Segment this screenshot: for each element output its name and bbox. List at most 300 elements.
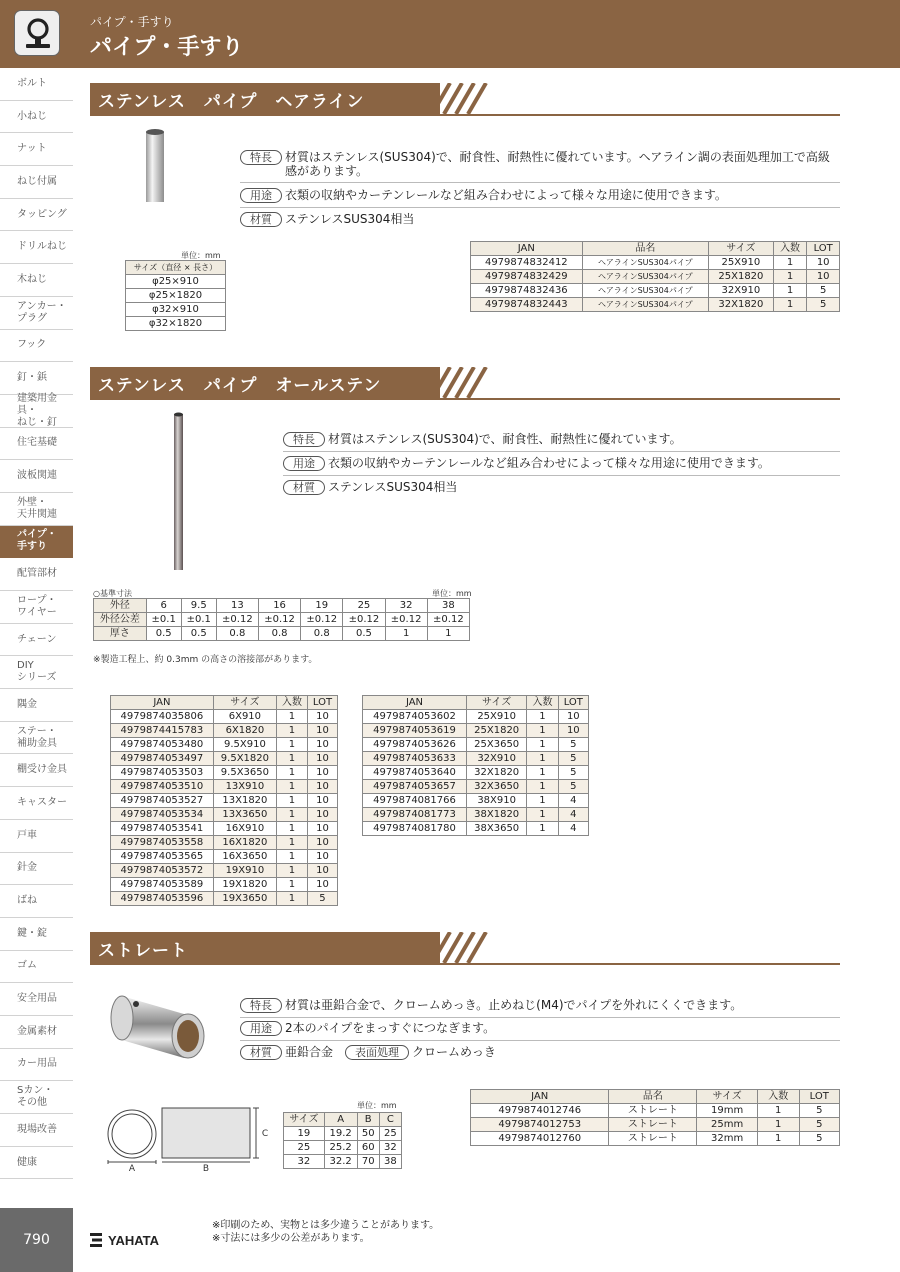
table-cell: 5: [799, 1132, 839, 1146]
table-cell: 70: [357, 1155, 379, 1169]
feature-text: 材質は亜鉛合金で、クロームめっき。止めねじ(M4)でパイプを外れにくくできます。: [285, 998, 743, 1012]
table-cell: 4979874012746: [471, 1104, 609, 1118]
sidebar-item-label: ナット: [17, 143, 47, 155]
table-cell: 外径公差: [94, 613, 147, 627]
sidebar-item-label: 安全用品: [17, 993, 57, 1005]
sidebar-item-label: Sカン・ その他: [17, 1085, 54, 1109]
sidebar-item-label: ゴム: [17, 960, 37, 972]
sidebar-item-label: 針金: [17, 862, 37, 874]
table-row: [471, 284, 840, 298]
table-cell: 4979874053589: [111, 878, 214, 892]
table-row: [363, 724, 589, 738]
table-cell: 32X1820: [709, 298, 774, 312]
material-row: [240, 212, 840, 231]
sidebar-item[interactable]: [0, 983, 73, 1016]
column-header: 品名: [582, 242, 708, 256]
sidebar-item[interactable]: [0, 133, 73, 166]
table-cell: 4979874053527: [111, 794, 214, 808]
table-cell: 10: [307, 752, 337, 766]
footer-note: ※寸法には多少の公差があります。: [212, 1233, 370, 1244]
material-text: ステンレスSUS304相当: [328, 480, 458, 494]
unit-label: 単位：mm: [432, 589, 472, 598]
sidebar-item-label: 鍵・錠: [17, 927, 47, 939]
table-cell: 1: [527, 710, 558, 724]
table-cell: 1: [277, 850, 308, 864]
table-cell: 1: [527, 752, 558, 766]
table-cell: 10: [307, 766, 337, 780]
table-cell: 4979874832443: [471, 298, 583, 312]
column-header: LOT: [799, 1090, 839, 1104]
section-banner-hairline: [90, 83, 840, 116]
straight-joint-image: [104, 984, 216, 1064]
diagram-label-a: A: [128, 1164, 136, 1174]
sidebar-item-label: 配管部材: [17, 568, 57, 580]
column-header: JAN: [363, 696, 467, 710]
table-cell: 4979874053510: [111, 780, 214, 794]
sidebar-item[interactable]: [0, 820, 73, 853]
table-cell: 16X1820: [213, 836, 276, 850]
use-tag: 用途: [240, 1021, 282, 1036]
sidebar-item-label: 棚受け金具: [17, 764, 67, 776]
sidebar-item-label: ドリルねじ: [17, 241, 67, 253]
table-row: [111, 724, 338, 738]
column-header: 品名: [609, 1090, 697, 1104]
table-cell: 38X1820: [467, 808, 527, 822]
table-cell: 32.2: [324, 1155, 357, 1169]
table-cell: 13X910: [213, 780, 276, 794]
table-cell: 1: [527, 738, 558, 752]
sidebar-item-label: カー用品: [17, 1058, 57, 1070]
sidebar-item[interactable]: [0, 754, 73, 787]
table-cell: 1: [527, 822, 558, 836]
sidebar-item[interactable]: [0, 101, 73, 134]
sidebar-item[interactable]: [0, 656, 73, 689]
table-cell: ±0.12: [301, 613, 343, 627]
table-cell: 16X910: [213, 822, 276, 836]
sidebar-item-label: パイプ・ 手すり: [17, 529, 57, 553]
table-row: [284, 1127, 402, 1141]
material-row: [240, 1045, 840, 1064]
table-cell: φ25×910: [126, 275, 226, 289]
table-cell: 1: [385, 627, 427, 641]
table-cell: 5: [558, 752, 588, 766]
yahata-mark-icon: [90, 1232, 104, 1248]
sidebar-item-label: 釘・鋲: [17, 372, 47, 384]
table-cell: 5: [558, 738, 588, 752]
feature-tag: 特長: [283, 432, 325, 447]
table-cell: 10: [307, 808, 337, 822]
sidebar-item[interactable]: [0, 853, 73, 886]
table-row: [363, 752, 589, 766]
sidebar-item-label: ばね: [17, 895, 37, 907]
table-row: [126, 303, 226, 317]
feature-row: [240, 998, 840, 1018]
table-cell: 4979874012760: [471, 1132, 609, 1146]
column-header: JAN: [471, 1090, 609, 1104]
table-cell: 25: [343, 599, 385, 613]
table-cell: 1: [757, 1118, 799, 1132]
sidebar-item[interactable]: [0, 722, 73, 755]
table-cell: 1: [427, 627, 469, 641]
table-row: [363, 822, 589, 836]
table-cell: 4979874053534: [111, 808, 214, 822]
table-row: [111, 850, 338, 864]
table-cell: 10: [307, 780, 337, 794]
header-subtitle: パイプ・手すり: [90, 15, 174, 29]
sidebar-item-label: 外壁・ 天井関連: [17, 496, 57, 520]
sidebar-item-label: 健康: [17, 1156, 37, 1168]
table-cell: 4979874832412: [471, 256, 583, 270]
table-row: [363, 738, 589, 752]
table-row: [94, 613, 470, 627]
table-cell: ±0.12: [343, 613, 385, 627]
table-cell: 38X3650: [467, 822, 527, 836]
table-cell: 4979874053541: [111, 822, 214, 836]
table-cell: 4979874081773: [363, 808, 467, 822]
use-tag: 用途: [283, 456, 325, 471]
table-cell: 50: [357, 1127, 379, 1141]
table-cell: 10: [807, 270, 840, 284]
table-row: [363, 710, 589, 724]
sidebar-item[interactable]: [0, 689, 73, 722]
table-cell: 16: [258, 599, 300, 613]
category-logo-icon: [14, 10, 60, 56]
table-cell: ±0.1: [146, 613, 181, 627]
column-header: 入数: [757, 1090, 799, 1104]
table-cell: 1: [773, 270, 807, 284]
table-cell: 19X1820: [213, 878, 276, 892]
sidebar-item-label: 木ねじ: [17, 273, 47, 285]
table-cell: 9.5: [181, 599, 216, 613]
diagram-label-b: B: [202, 1164, 210, 1174]
column-header: サイズ: [284, 1113, 325, 1127]
table-row: [471, 1104, 840, 1118]
column-header: JAN: [111, 696, 214, 710]
material-text: 亜鉛合金: [285, 1045, 334, 1059]
column-header: JAN: [471, 242, 583, 256]
table-cell: 25: [379, 1127, 401, 1141]
table-cell: 32: [385, 599, 427, 613]
sidebar-item[interactable]: [0, 362, 73, 395]
table-row: [284, 1155, 402, 1169]
table-cell: 4979874053572: [111, 864, 214, 878]
table-cell: 10: [807, 256, 840, 270]
use-row: [240, 1021, 840, 1041]
page-title: パイプ・手すり: [90, 35, 244, 60]
table-cell: ±0.12: [216, 613, 258, 627]
table-cell: 32X1820: [467, 766, 527, 780]
column-header: LOT: [558, 696, 588, 710]
table-cell: 4979874832429: [471, 270, 583, 284]
table-cell: ±0.12: [258, 613, 300, 627]
sidebar-item[interactable]: [0, 624, 73, 657]
table-cell: 4979874415783: [111, 724, 214, 738]
table-row: [111, 836, 338, 850]
feature-tag: 特長: [240, 998, 282, 1013]
table-cell: 6X1820: [213, 724, 276, 738]
table-row: [111, 794, 338, 808]
table-cell: 32X3650: [467, 780, 527, 794]
table-row: [111, 822, 338, 836]
unit-label: 単位：mm: [357, 1101, 397, 1110]
table-row: [363, 808, 589, 822]
table-cell: 5: [558, 780, 588, 794]
table-cell: 0.5: [343, 627, 385, 641]
sidebar-item-label: 建築用金具・ ねじ・釘: [17, 392, 57, 428]
sidebar-item-label: ステー・ 補助金具: [17, 725, 57, 749]
column-header: LOT: [307, 696, 337, 710]
sidebar-item[interactable]: [0, 428, 73, 461]
table-cell: ヘアラインSUS304パイプ: [582, 256, 708, 270]
table-cell: 1: [277, 808, 308, 822]
table-cell: 1: [277, 780, 308, 794]
sidebar-item[interactable]: [0, 918, 73, 951]
feature-tag: 特長: [240, 150, 282, 165]
table-cell: 25X1820: [709, 270, 774, 284]
table-cell: 4979874053497: [111, 752, 214, 766]
table-cell: 13X3650: [213, 808, 276, 822]
sidebar-item-label: 隅金: [17, 698, 37, 710]
table-cell: 4: [558, 822, 588, 836]
sidebar-item[interactable]: [0, 1147, 73, 1180]
use-tag: 用途: [240, 188, 282, 203]
allstainless-table-left: [110, 695, 338, 906]
dimension-diagram: [100, 1100, 275, 1175]
table-cell: 10: [307, 822, 337, 836]
material-text: ステンレスSUS304相当: [285, 212, 415, 226]
section-banner-straight: [90, 932, 840, 965]
column-header: LOT: [807, 242, 840, 256]
footer-notes: [212, 1219, 439, 1245]
table-row: [111, 738, 338, 752]
table-cell: 4979874053633: [363, 752, 467, 766]
sidebar-item[interactable]: [0, 787, 73, 820]
table-row: [111, 780, 338, 794]
table-row: [111, 892, 338, 906]
sidebar-item[interactable]: [0, 885, 73, 918]
table-cell: 38X910: [467, 794, 527, 808]
table-row: [126, 317, 226, 331]
table-cell: 4979874081766: [363, 794, 467, 808]
table-row: [284, 1141, 402, 1155]
table-cell: 10: [307, 850, 337, 864]
use-text: 2本のパイプをまっすぐにつなぎます。: [285, 1021, 496, 1035]
table-row: [111, 766, 338, 780]
table-cell: ヘアラインSUS304パイプ: [582, 298, 708, 312]
sidebar-item-label: 波板関連: [17, 470, 57, 482]
sidebar-item[interactable]: [0, 392, 73, 428]
table-cell: 38: [379, 1155, 401, 1169]
column-header: C: [379, 1113, 401, 1127]
sidebar-item[interactable]: [0, 558, 73, 591]
table-cell: 1: [277, 864, 308, 878]
table-cell: 1: [773, 298, 807, 312]
diagram-label-c: C: [261, 1129, 269, 1139]
table-cell: 4979874012753: [471, 1118, 609, 1132]
sidebar-item-label: ボルト: [17, 77, 47, 89]
table-cell: ストレート: [609, 1118, 697, 1132]
sidebar-item[interactable]: [0, 493, 73, 526]
table-row: [111, 878, 338, 892]
table-cell: 9.5X1820: [213, 752, 276, 766]
table-cell: 1: [773, 284, 807, 298]
table-cell: 5: [799, 1104, 839, 1118]
sidebar-item[interactable]: [0, 231, 73, 264]
feature-row: [283, 432, 840, 452]
column-header: B: [357, 1113, 379, 1127]
table-cell: 19X3650: [213, 892, 276, 906]
table-cell: 10: [307, 738, 337, 752]
table-cell: 4979874081780: [363, 822, 467, 836]
use-text: 衣類の収納やカーテンレールなど組み合わせによって様々な用途に使用できます。: [285, 188, 727, 202]
table-row: [471, 1132, 840, 1146]
table-cell: 5: [307, 892, 337, 906]
table-cell: 25: [284, 1141, 325, 1155]
table-cell: 5: [807, 284, 840, 298]
table-cell: 9.5X3650: [213, 766, 276, 780]
sidebar-item[interactable]: [0, 526, 73, 559]
table-cell: 1: [527, 794, 558, 808]
table-cell: 1: [757, 1104, 799, 1118]
table-cell: 0.8: [301, 627, 343, 641]
sidebar-item-label: DIY シリーズ: [17, 660, 57, 684]
sidebar-item[interactable]: [0, 1016, 73, 1049]
table-cell: 10: [307, 794, 337, 808]
table-cell: 1: [773, 256, 807, 270]
feature-text: 材質はステンレス(SUS304)で、耐食性、耐熱性に優れています。ヘアライン調の表面処理加工で高級感があります。: [285, 150, 830, 178]
table-cell: 1: [527, 780, 558, 794]
table-cell: 9.5X910: [213, 738, 276, 752]
table-row: [111, 808, 338, 822]
table-cell: 5: [807, 298, 840, 312]
sidebar-item[interactable]: [0, 460, 73, 493]
table-cell: 4: [558, 794, 588, 808]
table-row: [126, 275, 226, 289]
sidebar-item[interactable]: [0, 330, 73, 363]
section-title: ストレート: [98, 941, 188, 961]
brand-logo: [90, 1228, 200, 1252]
table-cell: 25X1820: [467, 724, 527, 738]
sidebar-item[interactable]: [0, 166, 73, 199]
table-row: [363, 794, 589, 808]
table-row: [471, 270, 840, 284]
table-cell: 19.2: [324, 1127, 357, 1141]
table-row: [471, 256, 840, 270]
table-cell: φ32×1820: [126, 317, 226, 331]
table-cell: 1: [527, 724, 558, 738]
table-cell: 60: [357, 1141, 379, 1155]
column-header: 入数: [773, 242, 807, 256]
section-banner-allstainless: [90, 367, 840, 400]
sidebar-item-label: ロープ・ ワイヤー: [17, 594, 57, 618]
footer-note: ※印刷のため、実物とは多少違うことがあります。: [212, 1220, 440, 1231]
sidebar-item[interactable]: [0, 297, 73, 330]
sidebar-item-label: 金属素材: [17, 1025, 57, 1037]
dim-caption: ○基準寸法: [93, 589, 132, 598]
table-cell: 4: [558, 808, 588, 822]
table-cell: ストレート: [609, 1104, 697, 1118]
sidebar-item-label: フック: [17, 339, 47, 351]
sidebar-item-label: アンカー・ プラグ: [17, 300, 67, 324]
sidebar-item[interactable]: [0, 951, 73, 984]
material-tag: 材質: [283, 480, 325, 495]
table-cell: 1: [277, 836, 308, 850]
table-cell: 10: [307, 724, 337, 738]
material-tag: 材質: [240, 212, 282, 227]
finish-text: クロームめっき: [412, 1045, 496, 1059]
straight-product-table: [470, 1089, 840, 1146]
table-cell: 10: [307, 878, 337, 892]
table-cell: 0.8: [216, 627, 258, 641]
table-row: [363, 766, 589, 780]
table-cell: 4979874053558: [111, 836, 214, 850]
table-row: [94, 599, 470, 613]
table-cell: 25.2: [324, 1141, 357, 1155]
hairline-product-table: [470, 241, 840, 312]
unit-label: 単位：mm: [181, 251, 221, 260]
sidebar-item[interactable]: [0, 1114, 73, 1147]
table-cell: 10: [307, 710, 337, 724]
table-cell: 5: [799, 1118, 839, 1132]
table-cell: ヘアラインSUS304パイプ: [582, 270, 708, 284]
standard-dimension-table: [93, 598, 470, 641]
sidebar-item[interactable]: [0, 199, 73, 232]
table-cell: 4979874035806: [111, 710, 214, 724]
sidebar-item[interactable]: [0, 264, 73, 297]
brand-name: YAHATA: [108, 1232, 160, 1248]
table-cell: 4979874053640: [363, 766, 467, 780]
sidebar-item-label: 住宅基礎: [17, 437, 57, 449]
table-cell: 4979874053657: [363, 780, 467, 794]
table-cell: 25X3650: [467, 738, 527, 752]
table-cell: 1: [277, 794, 308, 808]
table-cell: 1: [277, 738, 308, 752]
allstainless-pipe-image: [170, 412, 186, 570]
sidebar-item-label: 現場改善: [17, 1123, 57, 1135]
table-cell: 外径: [94, 599, 147, 613]
column-header: サイズ: [709, 242, 774, 256]
table-cell: 32X910: [709, 284, 774, 298]
sidebar-item[interactable]: [0, 591, 73, 624]
table-cell: 13X1820: [213, 794, 276, 808]
table-cell: 32mm: [697, 1132, 758, 1146]
column-header: サイズ: [467, 696, 527, 710]
table-cell: 1: [277, 878, 308, 892]
dim-note: ※製造工程上、約 0.3mm の高さの溶接部があります。: [93, 655, 318, 665]
sidebar-item[interactable]: [0, 68, 73, 101]
table-cell: ±0.12: [385, 613, 427, 627]
column-header: A: [324, 1113, 357, 1127]
sidebar-item-label: 小ねじ: [17, 110, 47, 122]
section-title: ステンレス パイプ オールステン: [98, 376, 382, 396]
sidebar-item[interactable]: [0, 1081, 73, 1114]
table-cell: 38: [427, 599, 469, 613]
table-row: [111, 864, 338, 878]
table-row: [363, 780, 589, 794]
finish-tag: 表面処理: [345, 1045, 409, 1060]
joint-dimension-table: [283, 1112, 402, 1169]
table-cell: ±0.1: [181, 613, 216, 627]
sidebar-item[interactable]: [0, 1049, 73, 1082]
material-row: [283, 480, 840, 499]
size-list-table: [125, 260, 226, 331]
sidebar-item-label: キャスター: [17, 796, 67, 808]
table-cell: 32: [379, 1141, 401, 1155]
column-header: 入数: [277, 696, 308, 710]
table-cell: 1: [757, 1132, 799, 1146]
column-header: サイズ: [697, 1090, 758, 1104]
table-cell: ストレート: [609, 1132, 697, 1146]
